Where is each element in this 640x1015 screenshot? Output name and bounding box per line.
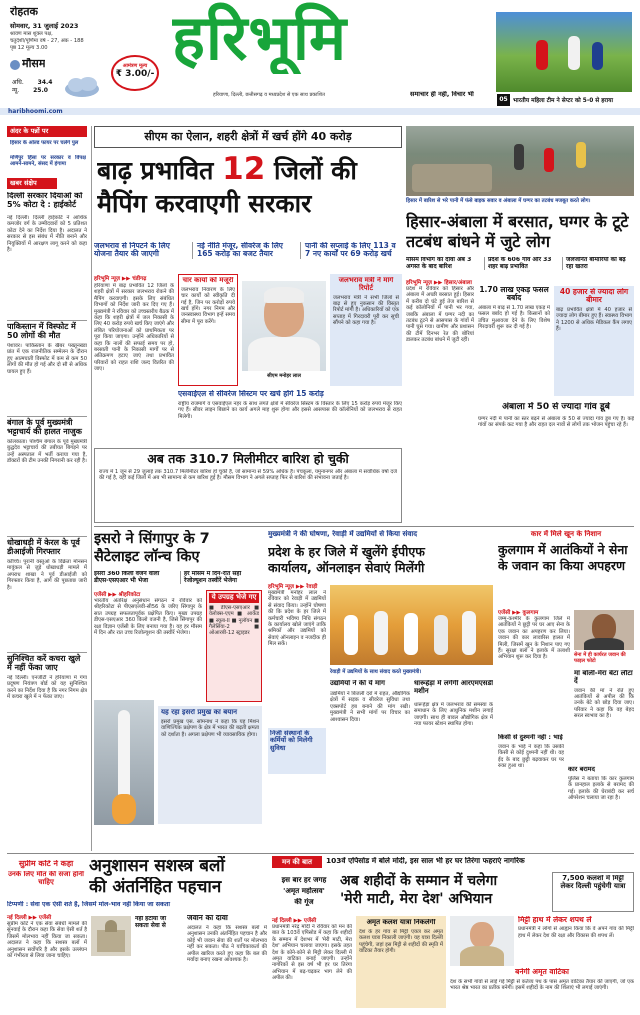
right-lead-story [406,126,634,526]
oath-text: प्रधानमंत्री ने लोगों से आह्वान किया कि वे अपने गांव की मिट्टी हाथ में लेकर देश की रक्षा और विकास की शपथ लें। [518,926,634,939]
price-value: ₹ 3.00/- [115,69,155,79]
sc-headline: उनके लिए मौत की सजा होनी चाहिए [8,871,84,886]
right-sub-2: प्रदेश के 606 गांव और 33 शहर बाढ़ प्रभावित [484,257,558,270]
water-minister-text: जलभराव मंत्री ने सभी जिलों से बाढ़ से हुए नुकसान की विस्तृत रिपोर्ट मांगी है। अधिकारियों को एक सप्ताह में गिरदावरी पूरी कर सूची सौंपने को कहा गया है। [333,294,399,327]
lead-headline: बाढ़ प्रभावित 12 जिलों की [97,153,357,187]
flood-photo [406,126,634,196]
rainfall-headline: अब तक 310.7 मिलीमीटर बारिश हो चुकी [147,452,349,466]
rainfall-box [94,448,402,523]
kulgam-text: जम्मू-कश्मीर के कुलगाम जिले में आतंकियों ने छुट्टी पर घर आए सेना के एक जवान का अपहरण कर लिया। जवान की कार लावारिस हालत में मिली, जिसमें खून के निशान पाए गए हैं। सुरक्षा बलों ने इलाके में तलाशी अभियान शुरू कर दिया है। [498,616,570,661]
brief-text: कोलकाता। पश्चिम बंगाल के पूर्व मुख्यमंत्री बुद्धदेव भट्टाचार्य की तबीयत बिगड़ने पर उन्हें अस्पताल में भर्ती कराया गया है, डॉक्टरों की टीम उनकी निगरानी कर रही है। [7,439,87,465]
brief-text: नई दिल्ली। एनजीटी ने हरियाणा में गंगा प्रदूषण नियंत्रण बोर्ड को यह सुनिश्चित करने का निर्देश दिया है कि नगर निगम क्षेत्र में कचरा खुले में न फेंका जाए। [7,675,87,701]
issue-date: सोमवार, 31 जुलाई 2023 [10,22,79,30]
mkb-story [272,856,634,1011]
car-recovered-text: पुलिस ने बताया कि कार कुलगाम के प्रानहाल इलाके से बरामद की गई। इलाके की घेराबंदी कर सर्च ऑपरेशन चलाया जा रहा है। [568,776,634,802]
satellites-box-title: ये उपग्रह भेजे गए [209,593,259,603]
lead-deck: जलभराव से निपटने के लिए योजना तैयार की जाएगी [94,242,170,259]
kalash-count-title: 7,500 कलशों में मिट्टी लेकर दिल्ली पहुंचेगी यात्रा [560,875,626,890]
mkb-quote: इस बार हर जगह [281,876,327,884]
isro-byline: एजेंसी ▶▶ श्रीहरिकोटा [94,592,141,598]
lead-deck: पानी की सप्लाई के लिए 113 व 7 नए कार्यों पर 69 करोड़ खर्च [300,242,402,259]
brief-headline: दिल्ली सरकार दियाओं को 5% कोटा दे : हाईकोर्ट [7,192,83,209]
lead-deck: नई नीति मंजूर, सीवरेज के लिए 165 करोड़ का बजट तैयार [192,242,296,259]
entrepreneurs-demand-title: उद्यमियों ने की ये मांग [330,680,385,687]
news-brief-tag: खबर संक्षेप [7,178,57,189]
max-temp: 34.4 [37,79,53,86]
mkb-tag: मन की बात [272,856,322,868]
sick-people-title: 40 हजार से ज्यादा लोग बीमार [559,288,629,305]
mother-appeal-title: मां बोली-मेरा बेटा लौटा दें [574,670,633,685]
rainfall-text: राज्य में 1 जून से 29 जुलाई तक 310.7 मिलीमीटर बारिश हो चुकी है, जो सामान्य से 59% अधिक है। पंचकूला, यमुनानगर और अंबाला में सर्वाधिक वर्षा दर्ज की गई है, वहीं कई जिलों में अब भी सामान्य से कम बारिश हुई है। मौसम विभाग ने अगले सप्ताह फिर से बारिश की संभावना जताई है। [99,469,397,482]
right-byline: हरिभूमि न्यूज़ ▶▶ हिसार/अंबाला [406,280,472,286]
epf-story [268,530,493,835]
mkb-headline: अब शहीदों के सम्मान में चलेगा [340,873,498,889]
isro-chief-box [158,706,262,824]
top-story-photo [496,12,632,92]
city: रोहतक [10,6,38,18]
weather-label: मौसम [22,58,46,70]
isro-headline: इसरो ने सिंगापुर के 7 [94,531,210,547]
epf-text: मुख्यमंत्री मनोहर लाल ने रविवार को रेवाड़ी में उद्यमियों से संवाद किया। उन्होंने घोषणा की कि प्रदेश के हर जिले में कर्मचारी भविष्य निधि संगठन के कार्यालय खोले जाएंगे ताकि श्रमिकों और उद्यमियों को सेवाएं ऑनलाइन व नजदीक ही मिल सकें। [268,590,326,648]
section-rule [94,526,634,527]
inside-item[interactable]: हिसार के ओल्ड फायर पर चलेंगे पुल [10,140,79,146]
sc-story [7,856,267,1011]
mother-appeal-text: जवान की मां ने रोते हुए आतंकियों से अपील की कि उनके बेटे को छोड़ दिया जाए। परिवार ने कहा कि वह बेहद सरल स्वभाव का है। [574,687,634,720]
website-bar [0,108,640,115]
satellites-list: ■ डीएस-एसएआर ■ वेलोक्स-एएम ■ आर्केड ■ स्कूब-II ■ नूलॉयन ■ गैलेसिया-2 ■ ओआरबी-12 स्ट्राइडर [209,604,259,637]
isro-headline-2: सैटेलाइट लॉन्च किए [94,549,200,565]
brief-headline: सुनिश्चित करें कचरा खुले में नहीं फेंका जाए [7,652,87,673]
isro-chief-text: इसरो प्रमुख एस. सोमनाथ ने कहा कि यह मिशन वाणिज्यिक प्रक्षेपण के क्षेत्र में भारत की बढ़ती क्षमता को दर्शाता है। अगला प्रक्षेपण भी व्यावसायिक होगा। [161,718,259,738]
right-lead-headline: हिसार-अंबाला में बरसात, घग्गर के टूटे तटबंध बांधने में जुटे लोग [406,212,629,251]
army-text: अदालत ने कहा कि सशस्त्र बलों में अनुशासन उनकी अंतर्निहित पहचान है और कोई भी जवान सेवा की शर्तों पर मोलभाव नहीं कर सकता। पीठ ने याचिकाकर्ता की अपील खारिज करते हुए कहा कि बल की मर्यादा बनाए रखना आवश्यक है। [187,925,267,964]
lead-kicker: सीएम का ऐलान, शहरी क्षेत्रों में खर्च होंगे 40 करोड़ [94,126,402,148]
sewerage-headline: एसवाईएल से सीवरेज सिस्टम पर खर्च होंगे 15 करोड़ [178,390,324,398]
approval-box-text: जलभराव निवारण के लिए चार कार्यों को स्वीकृति दी गई है, जिन पर करोड़ों रुपये खर्च होंगे। नगर निगम और जनस्वास्थ्य विभाग इन्हें समय सीमा में पूरा करेंगे। [181,286,235,325]
crop-loss-title: 1.70 लाख एकड़ फसल बर्बाद [479,286,549,303]
epf-kicker: मुख्यमंत्री ने की घोषणा, रेवाड़ी में उद्यमियों से किया संवाद [268,530,418,538]
sc-text: सुप्रीम कोर्ट ने एक सेवा संबंधी मामले की सुनवाई के दौरान कहा कि सेवा ऐसी शर्त है जिसमें मोलभाव नहीं किया जा सकता। अदालत ने कहा कि सशस्त्र बलों में अनुशासन सर्वोपरि है और इसके उल्लंघन को गंभीरता से लिया जाना चाहिए। [7,921,87,960]
brief-text: पेशावर। पाकिस्तान के खैबर पख्तूनख्वा प्रांत में एक राजनीतिक सम्मेलन के दौरान हुए आत्मघाती विस्फोट में कम से कम 50 लोगों की मौत हो गई और दो सौ से अधिक घायल हुए हैं। [7,343,87,375]
private-staff-box [268,728,326,774]
left-column [7,126,87,851]
rewari-photo [330,585,493,665]
jawan-claim-title: जवान का दावा [187,914,228,922]
dharuhera-text: धारूहेड़ा क्षेत्र में जलभराव की समस्या के समाधान के लिए आधुनिक मशीन लगाई जाएगी। साथ ही बावल औद्योगिक क्षेत्र में नया फायर स्टेशन स्थापित होगा। [414,702,493,728]
mother-appeal-box [574,670,634,760]
issue-info-1: श्रावण मास शुक्ल पक्ष, [10,31,53,37]
right-sub-3: जलजनित बीमारियों का बढ़ रहा खतरा [562,257,634,270]
lead-headline-2: मैपिंग करवाएगी सरकार [97,189,312,218]
supreme-court-photo [91,916,131,956]
rocket-photo [94,700,154,825]
mkb-text: प्रधानमंत्री नरेंद्र मोदी ने रविवार को मन की बात के 103वें एपिसोड में कहा कि शहीदों के सम्मान में देशभर में 'मेरी माटी, मेरा देश' अभियान चलाया जाएगा। इसके तहत देश के कोने-कोने से मिट्टी लेकर दिल्ली में अमृत वाटिका बनाई जाएगी। उन्होंने नागरिकों से इस वर्ष भी हर घर तिरंगा अभियान में बढ़-चढ़कर भाग लेने की अपील की। [272,924,352,982]
isro-text: भारतीय अंतरिक्ष अनुसंधान संगठन ने रविवार को श्रीहरिकोटा से पीएसएलवी-सी56 के जरिए सिंगापुर के सात उपग्रह सफलतापूर्वक प्रक्षेपित किए। मुख्य उपग्रह डीएस-एसएआर 360 किलो वजनी है, जिसे सिंगापुर की रक्षा विज्ञान एजेंसी के लिए बनाया गया है। यह हर मौसम में दिन और रात उच्च रिजोल्यूशन की तस्वीरें भेजेगा। [94,598,202,637]
brief-headline: बंगाल के पूर्व मुख्यमंत्री भट्टाचार्य की हालत नाजुक [7,416,87,437]
oath-box [518,916,634,964]
right-sub-1: मौसम विभाग का दावा अब 3 अगस्त के बाद बारिश [406,257,472,270]
crop-loss-text: अंबाला में बाढ़ से 1.70 लाख एकड़ में फसल बर्बाद हो गई है। किसानों को उचित मुआवजा देने के लिए विशेष गिरदावरी शुरू कर दी गई है। [478,304,550,330]
price-badge [111,55,159,91]
army-headline-2: की अंतर्निहित पहचान [89,877,222,897]
kalash-box [356,916,446,1008]
isro-story [94,530,262,835]
modi-photo [450,916,514,966]
sc-box: नहीं हटाया जा सकता सेवा से [135,916,167,929]
cm-photo [242,281,326,371]
vatika-text: देश के सभी गांवों से लाई गई मिट्टी से कर्तव्य पथ के पास अमृत वाटिका तैयार की जाएगी, जो एक भारत श्रेष्ठ भारत का प्रतीक बनेगी। इसमें शहीदों के नाम की शिलाएं भी लगाई जाएंगी। [450,979,634,992]
weather-icon [10,60,20,70]
lead-story [94,126,402,526]
tagline: समाचार ही नहीं, विचार भी [410,91,474,98]
kulgam-kicker: कार में मिले खून के निशान [530,530,602,538]
inside-item[interactable]: मणिपुर हिंसा पर सरकार व विपक्ष आमने-सामने, संसद में हंगामा [10,155,86,168]
mkb-quote-2: 'अमृत महोत्सव' [283,887,325,895]
epf-headline: प्रदेश के हर जिले में खुलेंगे ईपीएफ [268,544,425,559]
column-rule [91,126,92,851]
kulgam-headline: कुलगाम में आतंकियों ने सेना के जवान का किया अपहरण [498,542,628,573]
oath-title: मिट्टी हाथ में लेकर शपथ लें [518,916,592,924]
approval-box [178,274,238,386]
cloud-icon [62,76,104,98]
page-price: पृष्ठ 12 मूल्य 3.00 [10,45,48,51]
mkb-headline-2: 'मेरी माटी, मेरा देश' अभियान [340,891,493,907]
water-minister-title: जलभराव मंत्री ने मांगे रिपोर्ट [338,277,394,292]
bottom-rule [7,853,634,854]
min-temp-label: न्यू. [12,87,20,94]
edition-line: हरियाणा, दिल्ली, छत्तीसगढ़ व मध्यप्रदेश से एक साथ प्रकाशित [213,92,325,98]
epf-headline-2: कार्यालय, ऑनलाइन सेवाएं मिलेंगी [268,560,425,575]
sc-remark: टिप्पणी : सेवा एक ऐसी शर्त है, जिसमें मोल-भाव नहीं किया जा सकता [7,901,171,908]
lead-byline: हरिभूमि न्यूज़ ▶▶ चंडीगढ़ [94,276,147,282]
brief-headline: धोखाधड़ी में केरल के पूर्व डीआईजी गिरफ्तार [7,536,87,557]
vatika-title: बनेगी अमृत वाटिका [515,968,569,976]
isro-chief-title: यह रहा इसरो प्रमुख का बयान [161,709,238,716]
epf-byline: हरिभूमि न्यूज़ ▶▶ रेवाड़ी [268,584,318,590]
kalash-text: देश के हर गांव से मिट्टी एकत्र कर अमृत कलश यात्रा निकाली जाएगी। यह यात्रा दिल्ली पहुंचेगी, जहां इस मिट्टी से शहीदों की स्मृति में वाटिका तैयार होगी। [359,928,443,955]
water-minister-box [330,274,402,386]
sick-people-text: बाढ़ प्रभावित क्षेत्रों में 40 हजार से ज्यादा लोग बीमार हुए हैं। स्वास्थ्य विभाग ने 1200 से अधिक मेडिकल कैंप लगाए हैं। [556,306,632,332]
army-headline: अनुशासन सशस्त्र बलों [89,856,225,876]
sc-byline: नई दिल्ली ▶▶ एजेंसी [7,915,52,921]
rewari-photo-caption: रेवाड़ी में उद्यमियों के साथ संवाद करते मुख्यमंत्री। [330,669,422,675]
villages-flooded-text: घग्गर नदी में पानी का स्तर बढ़ने से अंबाला के 50 से ज्यादा गांव डूब गए हैं। कई गांवों का संपर्क कट गया है और राहत दल नावों से लोगों तक भोजन पहुंचा रहे हैं। [478,416,634,429]
max-temp-label: अधि. [12,79,24,86]
isro-deck: इसरो 360 किलो वजन वाला डीएस-एसएआर भी भेजा [94,571,160,584]
issue-info-2: चतुर्दशी/पूर्णिमा वर्ष - 27, अंक - 188 [10,38,84,44]
brief-text: नई दिल्ली। दिल्ली हाईकोर्ट ने आर्थिक कमजोर वर्ग के उम्मीदवारों को 5 प्रतिशत कोटा देने का निर्देश दिया है। अदालत ने सरकार से इस संबंध में नीति बनाने और नियुक्तियों में आरक्षण लागू करने को कहा है। [7,215,87,254]
top-story-title: भारतीय महिला टीम ने सेप्टर को 5-0 से हराया [513,98,614,104]
lead-body: हरियाणा में बाढ़ प्रभावित 12 जिलों के शहरी क्षेत्रों में सरकार जलभराव रोकने की मैपिंग करवाएगी। इसके लिए संबंधित विभागों को निर्देश जारी कर दिए गए हैं। मुख्यमंत्री ने रविवार को उच्चस्तरीय बैठक में कहा कि शहरी क्षेत्रों में जल निकासी के लिए 40 करोड़ रुपये खर्च किए जाएंगे और लंबित परियोजनाओं को प्राथमिकता पर पूरा किया जाएगा। उन्होंने अधिकारियों से कहा कि नालों की सफाई समय पर हो, बरसाती पानी के निकासी मार्गों पर से अतिक्रमण हटाए जाएं तथा प्रभावित परिवारों को राहत राशि जल्द वितरित की जाए। [94,283,174,373]
brother-title: किसी से दुश्मनी नहीं : भाई [498,734,563,741]
villages-flooded-headline: अंबाला में 50 से ज्यादा गांव डूबे [502,402,610,412]
photo-caption: सीएम मनोहर लाल [267,373,301,379]
brief-text: कोच्चि। पुरानी वस्तुओं के विक्रेता मोनसन मावुंकल से जुड़े धोखाधड़ी मामले में अपराध शाखा ने पूर्व डीआईजी को गिरफ्तार किया है, आगे की पूछताछ जारी है। [7,559,87,591]
crop-loss-box [478,286,550,396]
flood-photo-caption: हिसार में बारिश से भरे पानी में फंसे बाइक सवार व अंबाला में घग्गर का तटबंध मजबूत करते लोग। [406,198,591,204]
car-recovered-title: कार बरामद [568,766,595,773]
isro-deck: हर मौसम में दिन-रात सही रेजोल्यूशन तस्वीरें भेजेगा [180,571,262,584]
mkb-quote-3: की गूंज [294,898,314,906]
website-link[interactable]: haribhoomi.com [8,108,63,115]
kalash-count-box [552,872,634,912]
kalash-title: अमृत कलश यात्रा निकलेगी [366,919,436,926]
top-story-number: 05 [497,94,510,106]
mkb-byline: नई दिल्ली ▶▶ एजेंसी [272,918,317,924]
sick-people-box [554,286,634,396]
newspaper-logo: हरिभूमि [172,2,348,74]
dharuhera-title: धारूहेड़ा में लगेगी आरएमएसडी मशीन [414,680,493,695]
kulgam-byline: एजेंसी ▶▶ कुलगाम [498,610,539,616]
right-lead-text: प्रदेश में रविवार को हिसार और अंबाला में अच्छी बरसात हुई। हिसार में करीब दो घंटे हुई तेज बारिश से कई कॉलोनियों में पानी भर गया, जबकि अंबाला में घग्गर नदी का तटबंध टूटने से आसपास के गांवों में पानी घुस गया। ग्रामीण और प्रशासन की टीमें दिनभर रेत की बोरियां डालकर तटबंध बांधने में जुटी रहीं। [406,286,474,344]
masthead [0,0,640,113]
sc-kicker: सुप्रीम कोर्ट ने कहा [18,860,74,868]
jawan-photo [574,610,634,650]
brother-text: जवान के भाई ने कहा कि उसकी किसी से कोई दुश्मनी नहीं थी। वह ईद के बाद छुट्टी बढ़वाकर घर पर रुका हुआ था। [498,744,564,770]
satellites-box [206,590,262,702]
sewerage-text: राष्ट्रीय राजमार्ग व एसवाईएल नहर के साथ लगते क्षेत्रों में सीवरेज सिस्टम के विस्तार के लिए 15 करोड़ रुपये मंजूर किए गए हैं। सीवर लाइन बिछाने का कार्य अगले माह शुरू होगा और इससे आसपास की कॉलोनियों को जलभराव से राहत मिलेगी। [178,401,402,420]
inside-pages-title: अंदर के पन्नों पर [7,126,87,137]
kulgam-story [498,530,634,835]
price-label: आमंत्रण मूल्य [122,63,148,69]
min-temp: 25.0 [33,87,48,94]
jawan-photo-caption: सेना में ही कार्यरत जवान की फाइल फोटो [574,652,626,664]
brief-headline: पाकिस्तान में विस्फोट में 50 लोगों की मौत [7,320,87,341]
mkb-kicker: 103वें एपिसोड में बोले मोदी, इस साल भी हर घर तिरंगा फहराएं नागरिक [326,857,525,865]
entrepreneurs-demand-text: उद्यमियों ने बिजली दरों में राहत, औद्योगिक क्षेत्रों में सड़क व सीवरेज सुविधा तथा एक्सपोर्ट हब बनाने की मांग रखी। मुख्यमंत्री ने सभी मांगों पर विचार का आश्वासन दिया। [330,691,410,723]
approval-box-title: चार कार्यो को मंजूरी [182,277,234,284]
private-staff-title: निजी संस्थानों के कर्मियों को मिलेगी सुविधा [270,730,313,752]
